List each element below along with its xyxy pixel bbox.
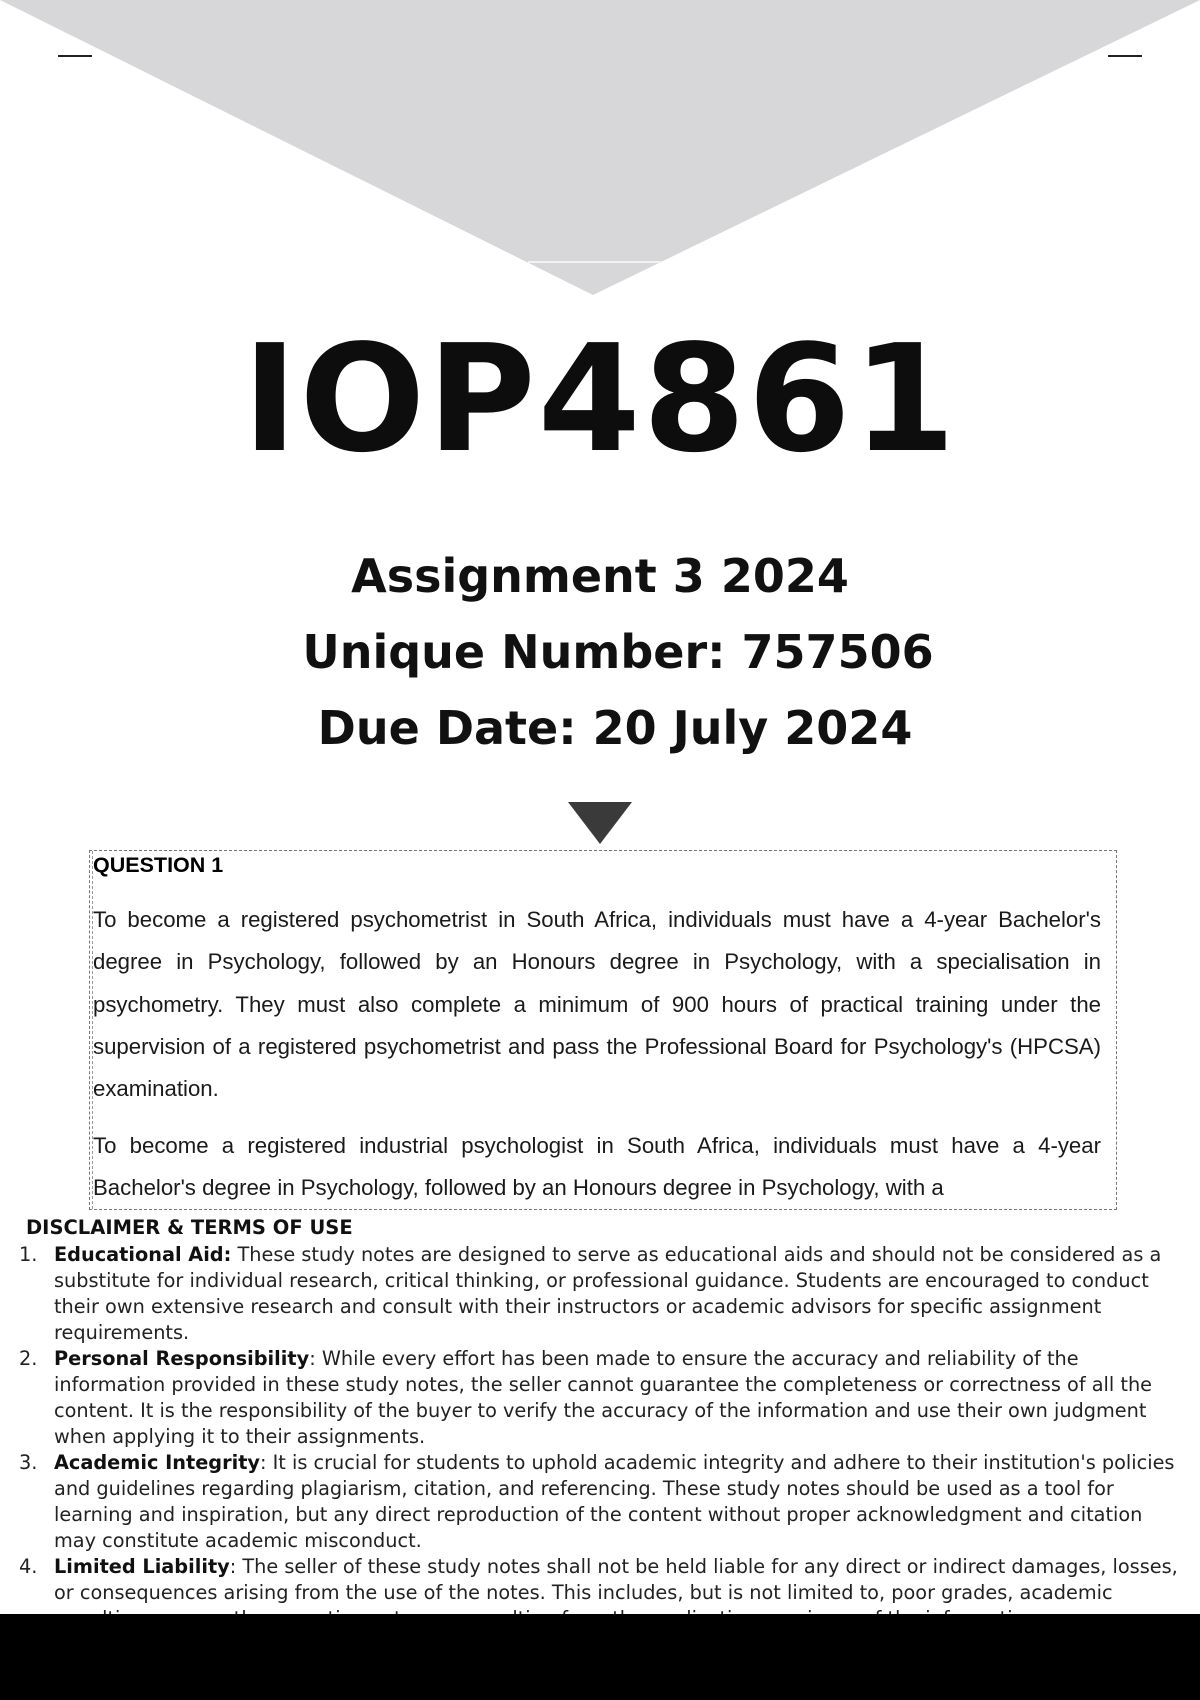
question-text-box[interactable] — [89, 850, 1117, 1210]
question-paragraph-2: To become a registered industrial psychologist in South Africa, individuals must have a 4-year Bachelor's degree in Psychology, followed by an Honours degree in Psychology, with a — [93, 1133, 1101, 1201]
disclaimer-item-text: : It is crucial for students to uphold academic integrity and adhere to their institution's policies and guidelines regarding plagiarism, citation, and referencing. These study notes should be used as a tool for learning and inspiration, but any direct reproduction of the content without proper acknowledgment and citation may constitute academic misconduct. — [54, 1451, 1175, 1552]
header-rule-left — [58, 55, 92, 57]
header-chevron-banner — [0, 0, 1200, 300]
question-title: QUESTION 1 — [93, 853, 224, 877]
disclaimer-item-label: Academic Integrity — [54, 1451, 260, 1474]
course-code-title: IOP4861 — [242, 313, 958, 485]
disclaimer-item-number: 1. — [19, 1243, 38, 1266]
due-date: Due Date: 20 July 2024 — [317, 701, 913, 755]
down-triangle-icon — [568, 802, 632, 844]
preview-cutoff-overlay — [0, 1614, 1200, 1700]
disclaimer-item-number: 3. — [19, 1451, 38, 1474]
disclaimer-item — [0, 1450, 1200, 1554]
unique-number: Unique Number: 757506 — [302, 625, 934, 679]
disclaimer-item-number: 4. — [19, 1555, 38, 1578]
disclaimer-item-text: : While every effort has been made to ensure the accuracy and reliability of the information provided in these study notes, the seller cannot guarantee the completeness or correctness of all the content. It is the responsibility of the buyer to verify the accuracy of the information and use their own judgment when applying it to their assignments. — [54, 1347, 1153, 1448]
assignment-title: Assignment 3 2024 — [351, 549, 849, 603]
disclaimer-item-text: These study notes are designed to serve as educational aids and should not be considered as a substitute for individual research, critical thinking, or professional guidance. Students are encouraged to conduct their own extensive research and consult with their instructors or academic advisors for specific assignment requirements. — [54, 1243, 1162, 1344]
disclaimer-list — [0, 1242, 1200, 1632]
disclaimer-item-label: Educational Aid: — [54, 1243, 232, 1266]
disclaimer-item-label: Personal Responsibility — [54, 1347, 310, 1370]
disclaimer-item — [0, 1346, 1200, 1450]
disclaimer-item-number: 2. — [19, 1347, 38, 1370]
question-paragraph-1: To become a registered psychometrist in South Africa, individuals must have a 4-year Bachelor's degree in Psychology, followed by an Honours degree in Psychology, with a specialisation in psychometry. They must also complete a minimum of 900 hours of practical training under the supervision of a registered psychometrist and pass the Professional Board for Psychology's (HPCSA) examination. — [93, 907, 1101, 1102]
disclaimer-item — [0, 1242, 1200, 1346]
disclaimer-item-label: Limited Liability — [54, 1555, 230, 1578]
header-rule-right — [1108, 55, 1142, 57]
disclaimer-item-text: : The seller of these study notes shall not be held liable for any direct or indirect damages, losses, or consequences arising from the use of the notes. This includes, but is not limited to, poor grades, academic — [54, 1555, 1178, 1604]
disclaimer-title: DISCLAIMER & TERMS OF USE — [26, 1216, 353, 1239]
